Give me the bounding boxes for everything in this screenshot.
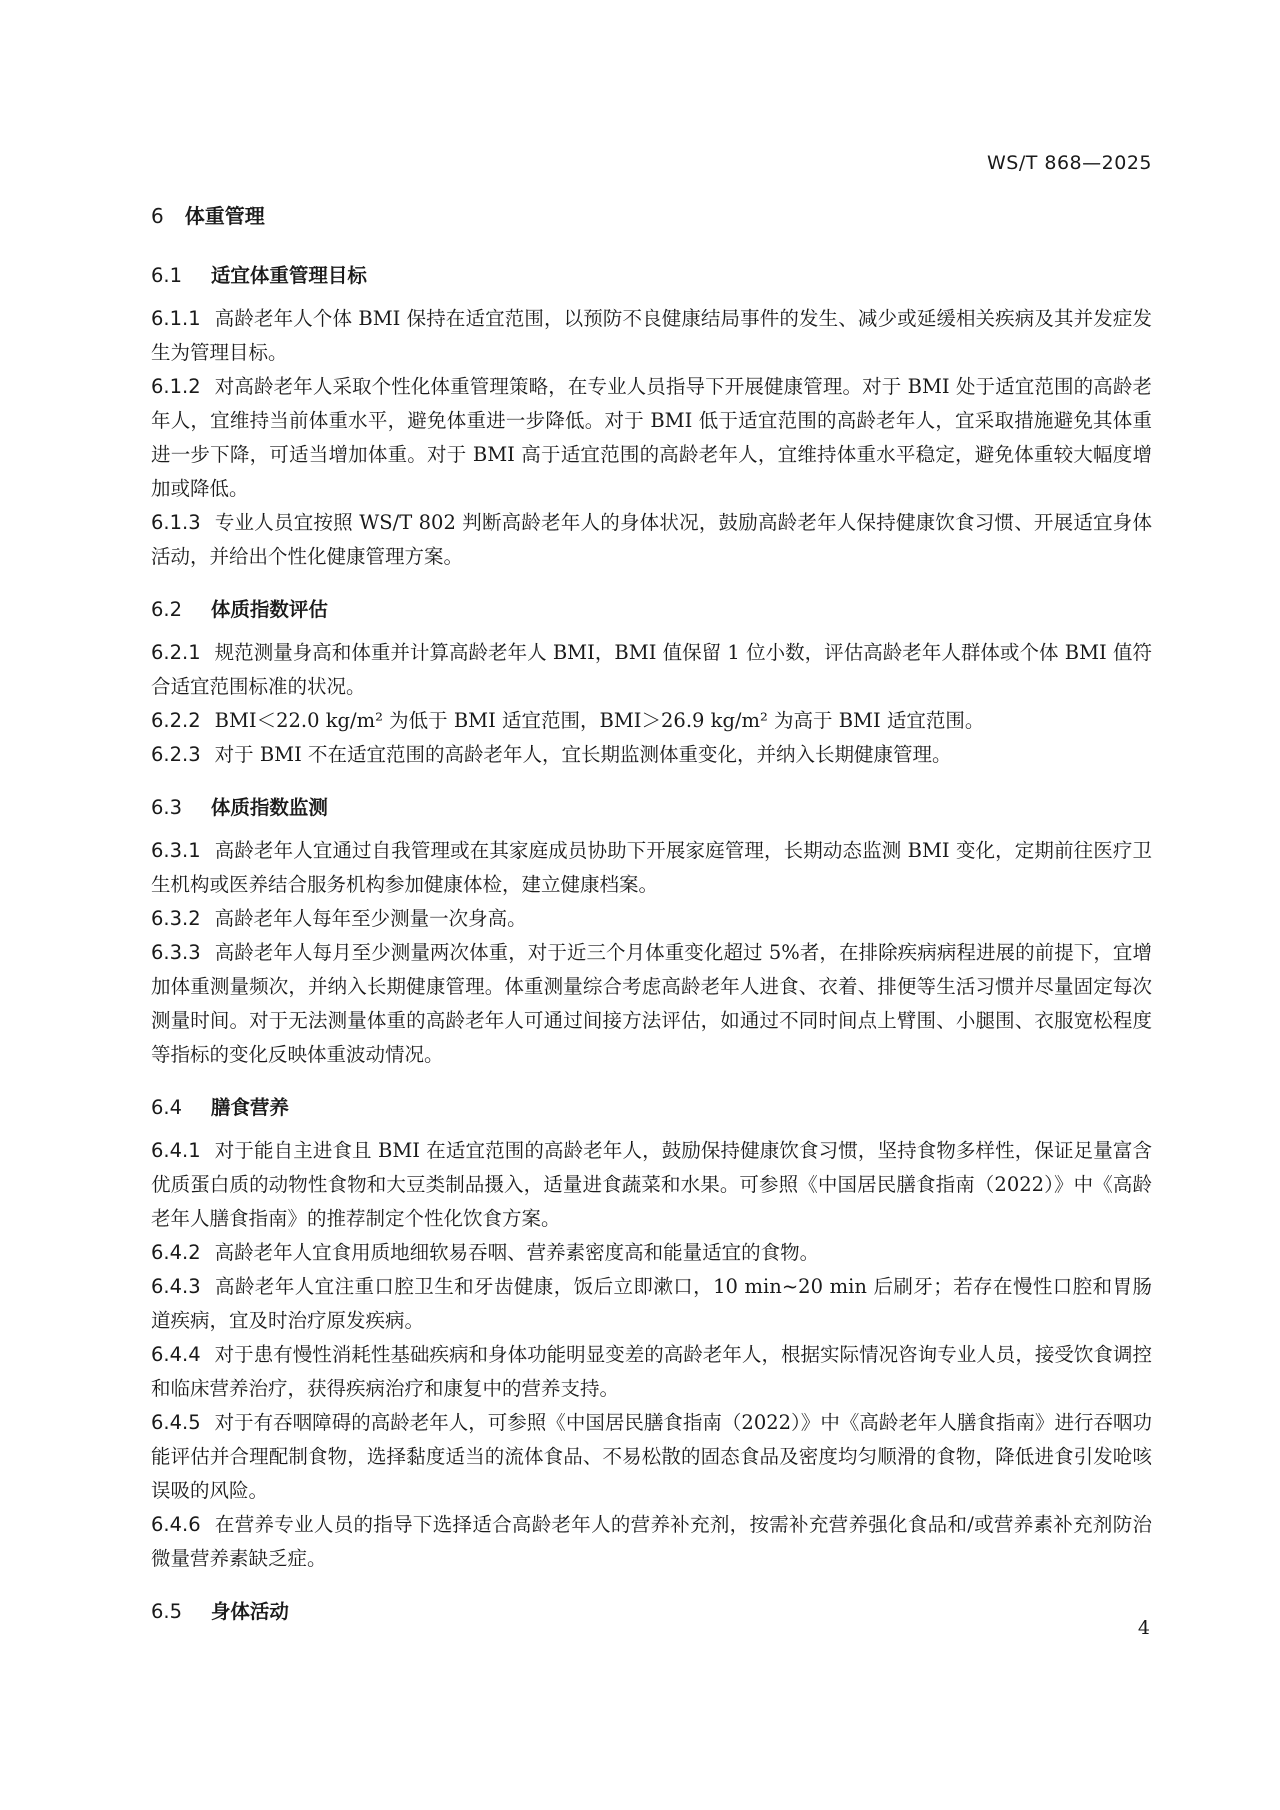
clause-text: 高龄老年人个体 BMI 保持在适宜范围，以预防不良健康结局事件的发生、减少或延缓相关疾病及其并发症发生为管理目标。 bbox=[151, 307, 1152, 364]
clause-6-3-1 bbox=[151, 834, 1152, 902]
clause-6-2-2 bbox=[151, 704, 1152, 738]
clause-number: 6.1.1 bbox=[151, 307, 201, 330]
clause-6-2-1 bbox=[151, 636, 1152, 704]
clause-number: 6.4.2 bbox=[151, 1241, 201, 1264]
clause-number: 6.2.3 bbox=[151, 743, 201, 766]
clause-6-1-1 bbox=[151, 302, 1152, 370]
section-6-4-heading bbox=[151, 1090, 1152, 1126]
clause-number: 6.2.2 bbox=[151, 709, 201, 732]
clause-number: 6.4.6 bbox=[151, 1513, 201, 1536]
clause-text: BMI＜22.0 kg/m² 为低于 BMI 适宜范围，BMI＞26.9 kg/m² 为高于 BMI 适宜范围。 bbox=[214, 709, 985, 732]
clause-number: 6.1.2 bbox=[151, 375, 201, 398]
clause-text: 规范测量身高和体重并计算高龄老年人 BMI，BMI 值保留 1 位小数，评估高龄老年人群体或个体 BMI 值符合适宜范围标准的状况。 bbox=[151, 641, 1152, 698]
clause-number: 6.3.1 bbox=[151, 839, 201, 862]
page-number: 4 bbox=[1137, 1617, 1150, 1639]
section-6-2-heading bbox=[151, 592, 1152, 628]
clause-number: 6.4.5 bbox=[151, 1411, 201, 1434]
clause-text: 专业人员宜按照 WS/T 802 判断高龄老年人的身体状况，鼓励高龄老年人保持健康饮食习惯、开展适宜身体活动，并给出个性化健康管理方案。 bbox=[151, 511, 1152, 568]
clause-number: 6.2.1 bbox=[151, 641, 201, 664]
subsection-number: 6.1 bbox=[151, 264, 183, 287]
clause-number: 6.3.2 bbox=[151, 907, 201, 930]
clause-6-4-4 bbox=[151, 1338, 1152, 1406]
section-number: 6 bbox=[151, 204, 164, 228]
clause-6-4-6 bbox=[151, 1508, 1152, 1576]
subsection-title: 适宜体重管理目标 bbox=[210, 264, 367, 287]
section-6-heading bbox=[151, 198, 1152, 234]
clause-6-4-1 bbox=[151, 1134, 1152, 1236]
section-6-3-heading bbox=[151, 790, 1152, 826]
clause-text: 对于有吞咽障碍的高龄老年人，可参照《中国居民膳食指南（2022）》中《高龄老年人膳食指南》进行吞咽功能评估并合理配制食物，选择黏度适当的流体食品、不易松散的固态食品及密度均匀顺滑的食物，降低进食引发呛咳误吸的风险。 bbox=[151, 1411, 1152, 1502]
clause-text: 对于 BMI 不在适宜范围的高龄老年人，宜长期监测体重变化，并纳入长期健康管理。 bbox=[214, 743, 952, 766]
clause-number: 6.3.3 bbox=[151, 941, 201, 964]
clause-6-2-3 bbox=[151, 738, 1152, 772]
clause-6-4-2 bbox=[151, 1236, 1152, 1270]
clause-text: 高龄老年人宜注重口腔卫生和牙齿健康，饭后立即漱口，10 min~20 min 后刷牙；若存在慢性口腔和胃肠道疾病，宜及时治疗原发疾病。 bbox=[151, 1275, 1152, 1332]
clause-text: 高龄老年人宜通过自我管理或在其家庭成员协助下开展家庭管理，长期动态监测 BMI 变化，定期前往医疗卫生机构或医养结合服务机构参加健康体检，建立健康档案。 bbox=[151, 839, 1152, 896]
subsection-title: 膳食营养 bbox=[210, 1096, 289, 1119]
clause-text: 对高龄老年人采取个性化体重管理策略，在专业人员指导下开展健康管理。对于 BMI 处于适宜范围的高龄老年人，宜维持当前体重水平，避免体重进一步降低。对于 BMI 低于适宜范围的高龄老年人，宜采取措施避免其体重进一步下降，可适当增加体重。对于 BMI 高于适宜范围的高龄老年人，宜维持体重水平稳定，避免体重较大幅度增加或降低。 bbox=[151, 375, 1152, 500]
clause-text: 高龄老年人每年至少测量一次身高。 bbox=[214, 907, 527, 930]
document-body bbox=[151, 198, 1152, 1638]
section-title: 体重管理 bbox=[184, 204, 265, 228]
clause-text: 高龄老年人宜食用质地细软易吞咽、营养素密度高和能量适宜的食物。 bbox=[214, 1241, 820, 1264]
clause-number: 6.4.1 bbox=[151, 1139, 201, 1162]
subsection-title: 体质指数评估 bbox=[210, 598, 328, 621]
subsection-number: 6.2 bbox=[151, 598, 183, 621]
clause-6-1-2 bbox=[151, 370, 1152, 506]
clause-number: 6.4.3 bbox=[151, 1275, 201, 1298]
subsection-number: 6.5 bbox=[151, 1600, 183, 1623]
clause-text: 在营养专业人员的指导下选择适合高龄老年人的营养补充剂，按需补充营养强化食品和/或营养素补充剂防治微量营养素缺乏症。 bbox=[151, 1513, 1152, 1570]
subsection-title: 身体活动 bbox=[210, 1600, 289, 1623]
clause-6-4-3 bbox=[151, 1270, 1152, 1338]
document-code: WS/T 868—2025 bbox=[986, 152, 1152, 174]
subsection-title: 体质指数监测 bbox=[210, 796, 328, 819]
clause-6-4-5 bbox=[151, 1406, 1152, 1508]
clause-text: 高龄老年人每月至少测量两次体重，对于近三个月体重变化超过 5%者，在排除疾病病程进展的前提下，宜增加体重测量频次，并纳入长期健康管理。体重测量综合考虑高龄老年人进食、衣着、排便等生活习惯并尽量固定每次测量时间。对于无法测量体重的高龄老年人可通过间接方法评估，如通过不同时间点上臂围、小腿围、衣服宽松程度等指标的变化反映体重波动情况。 bbox=[151, 941, 1152, 1066]
subsection-number: 6.4 bbox=[151, 1096, 183, 1119]
subsection-number: 6.3 bbox=[151, 796, 183, 819]
clause-number: 6.4.4 bbox=[151, 1343, 201, 1366]
clause-text: 对于能自主进食且 BMI 在适宜范围的高龄老年人，鼓励保持健康饮食习惯，坚持食物多样性，保证足量富含优质蛋白质的动物性食物和大豆类制品摄入，适量进食蔬菜和水果。可参照《中国居民膳食指南（2022）》中《高龄老年人膳食指南》的推荐制定个性化饮食方案。 bbox=[151, 1139, 1152, 1230]
section-6-5-heading bbox=[151, 1594, 1152, 1630]
clause-text: 对于患有慢性消耗性基础疾病和身体功能明显变差的高龄老年人，根据实际情况咨询专业人员，接受饮食调控和临床营养治疗，获得疾病治疗和康复中的营养支持。 bbox=[151, 1343, 1152, 1400]
clause-6-3-3 bbox=[151, 936, 1152, 1072]
clause-number: 6.1.3 bbox=[151, 511, 201, 534]
clause-6-3-2 bbox=[151, 902, 1152, 936]
clause-6-1-3 bbox=[151, 506, 1152, 574]
section-6-1-heading bbox=[151, 258, 1152, 294]
